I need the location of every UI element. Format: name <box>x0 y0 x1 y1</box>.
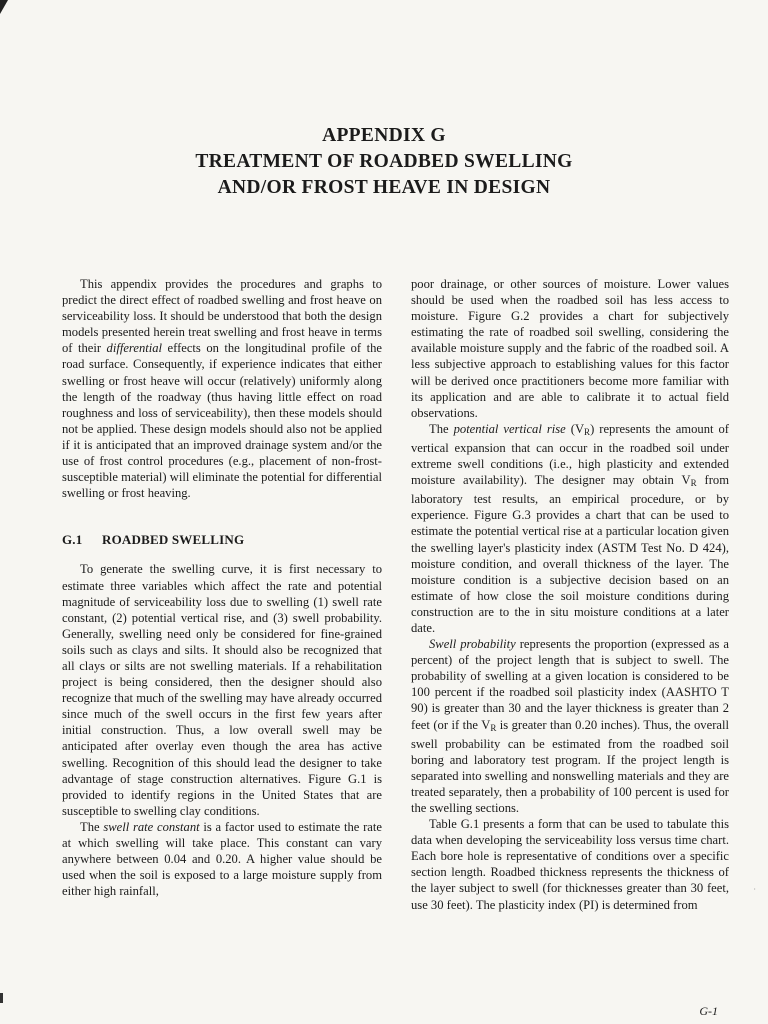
page-number: G-1 <box>699 1004 718 1018</box>
appendix-title <box>0 123 768 201</box>
title-line-2: TREATMENT OF ROADBED SWELLING <box>195 151 573 172</box>
scan-speck: · <box>753 885 756 894</box>
title-line-3: AND/OR FROST HEAVE IN DESIGN <box>217 177 551 198</box>
scan-edge-mark <box>0 993 3 1003</box>
swell-probability-paragraph: Swell probability represents the proportion (expressed as a percent) of the project length that is subject to swell. The probability of swelling at a given location is considered to be 100 percent if the roadbed soil plasticity index (AASHTO T 90) is greater than 30 and the layer thickness is greater than 2 feet (or if the $V_R$ is greater than 0.20 inches). Thus, the overall swell probability can be estimated from the roadbed soil boring and laboratory test program. If the project length is separated into swelling and nonswelling materials and they are treated separately, then a probability of 100 percent is used for the swelling sections. <box>411 637 729 815</box>
swelling-variables-paragraph: To generate the swelling curve, it is first necessary to estimate three variables which affect the rate and potential magnitude of serviceability loss due to swelling (1) swell rate constant, (2) potential vertical rise, and (3) swell probability. Generally, swelling need only be considered for fine-grained soils such as clays and silts. It should also be recognized that all clays or silts are not swelling materials. If a rehabilitation project is being considered, then the designer should also recognize that much of the swelling may have already occurred since much of the swell occurs in the first few years after initial construction. Thus, a low overall swell may be anticipated after overlay even though the area has active swelling. Recognition of this should lead the designer to take advantage of stage construction alternatives. Figure G.1 is provided to identify regions in the United States that are susceptible to swelling clay conditions. <box>62 562 382 818</box>
intro-paragraph: This appendix provides the procedures and graphs to predict the direct effect of roadbed swelling and frost heave on serviceability loss. It should be understood that both the design models presented herein treat swelling and frost heave in terms of their differential effects on the longitudinal profile of the road surface. Consequently, if experience indicates that either swelling or frost heave will occur (relatively) uniformly along the length of the roadway (thus having little effect on road roughness and loss of serviceability), then these models should not be applied. These design models should also not be applied if it is anticipated that an improved drainage system and/or the use of frost control procedures (e.g., placement of non-frost-susceptible material) will eliminate the potential for differential swelling or frost heaving. <box>62 277 382 501</box>
swell-rate-paragraph: The swell rate constant is a factor used to estimate the rate at which swelling will take place. This constant can vary anywhere between 0.04 and 0.20. A higher value should be used when the soil is exposed to a large moisture supply from either high rainfall, <box>62 819 382 899</box>
section-heading <box>62 532 382 548</box>
table-form-paragraph: Table G.1 presents a form that can be used to tabulate this data when developing the serviceability loss versus time chart. Each bore hole is representative of conditions over a specific section length. Roadbed thickness represents the thickness of the layer subject to swell (for thicknesses greater than 30 feet, use 30 feet). The plasticity index (PI) is determined from <box>411 817 729 912</box>
title-line-1: APPENDIX G <box>322 125 446 146</box>
swell-rate-paragraph-continued: poor drainage, or other sources of moisture. Lower values should be used when the roadbed soil has less access to moisture. Figure G.2 provides a chart for subjectively estimating the rate of roadbed soil swelling, considering the available moisture supply and the fabric of the roadbed soil. A less subjective approach to establishing values for this factor will be derived once practitioners become more familiar with its application and are able to calibrate it to actual field observations. <box>411 277 729 420</box>
scan-corner-mark <box>0 0 8 14</box>
section-number: G.1 <box>62 532 83 548</box>
vertical-rise-paragraph: The potential vertical rise $(V_R)$ represents the amount of vertical expansion that can occur in the roadbed soil under extreme swell conditions (i.e., high plasticity and extended moisture availability). The designer may obtain $V_R$ from laboratory test results, an empirical procedure, or by experience. Figure G.3 provides a chart that can be used to estimate the potential vertical rise at a particular location given the swelling layer's plasticity index (ASTM Test No. D 424), moisture condition, and overall thickness of the layer. The moisture condition is a subjective decision based on an estimate of how close the soil moisture conditions during construction are to the in situ moisture conditions at a later date. <box>411 421 729 635</box>
right-column <box>411 276 729 913</box>
left-column <box>62 276 382 899</box>
section-title: ROADBED SWELLING <box>102 532 245 548</box>
